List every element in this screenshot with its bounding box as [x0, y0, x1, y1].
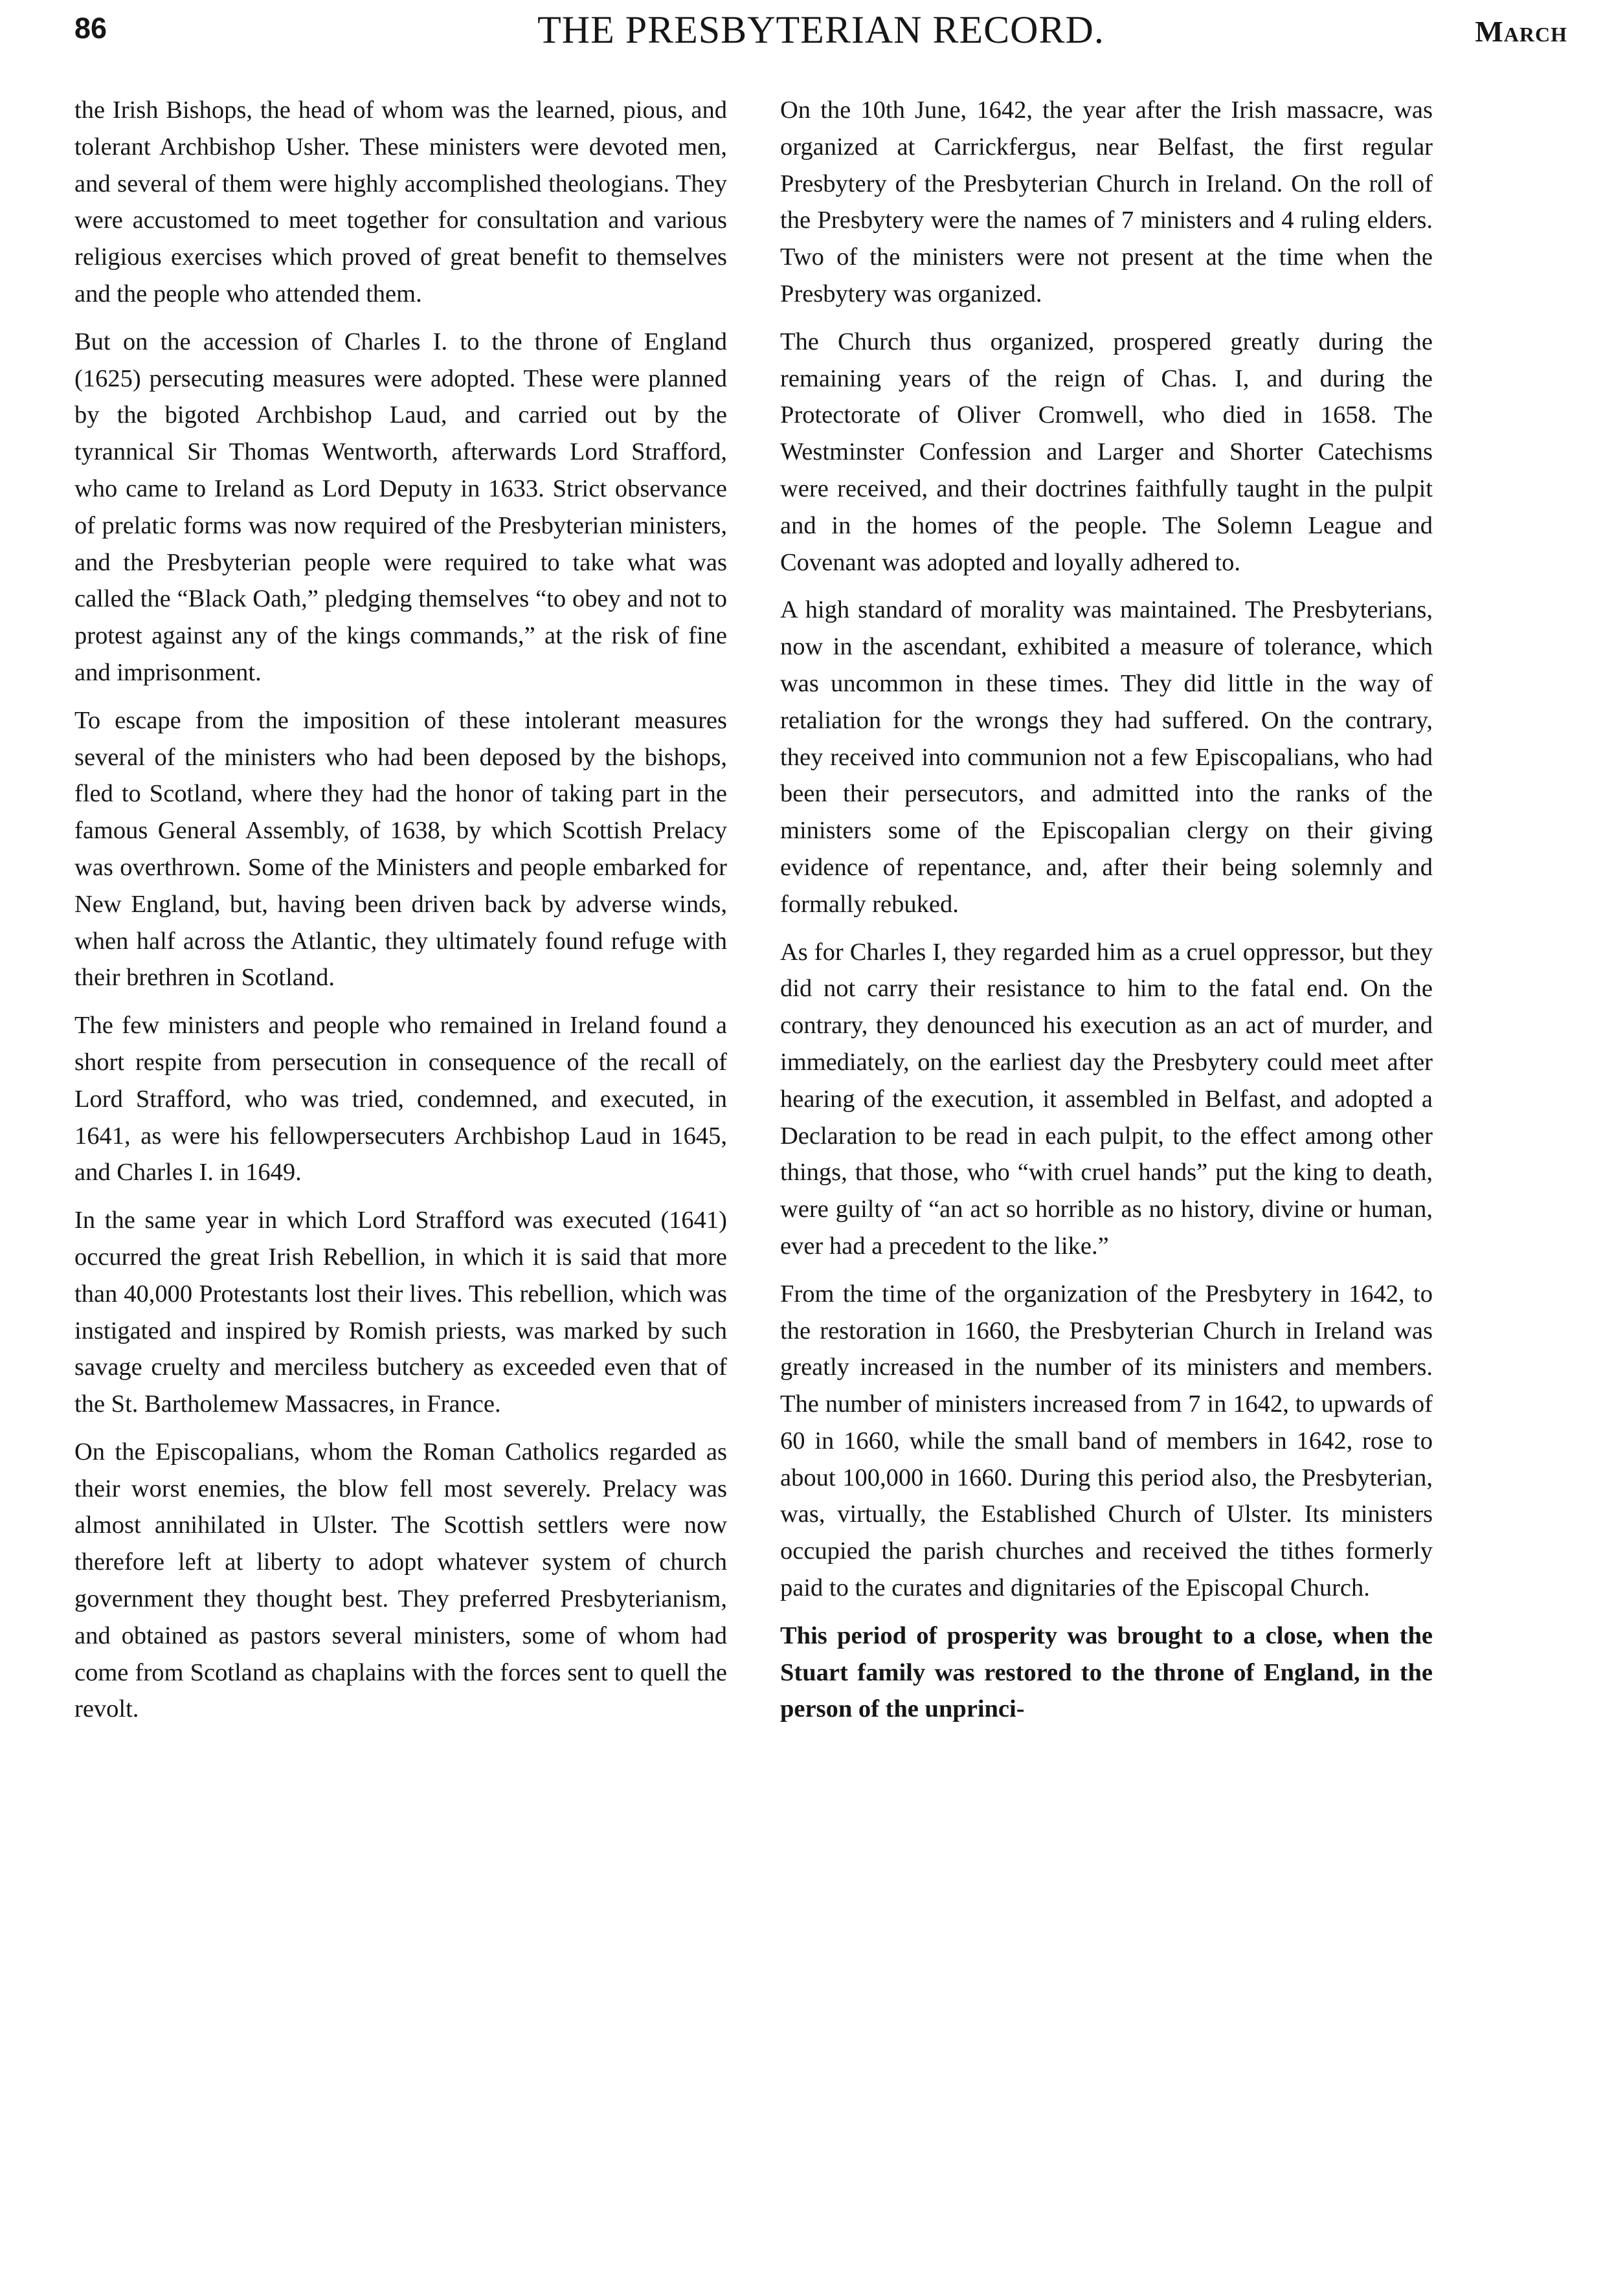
paragraph: To escape from the imposition of these intolerant measures several of the ministers who had been deposed by the bishops, fled to Scotland, where they had the honor of taking part in the famous General Assembly, of 1638, by which Scottish Prelacy was overthrown. Some of the Ministers and people embarked for New England, but, having been driven back by adverse winds, when half across the Atlantic, they ultimately found refuge with their brethren in Scotland.: [74, 706, 727, 992]
paragraph: A high standard of morality was maintained. The Presbyterians, now in the ascendant, exhibited a measure of tolerance, which was uncommon in these times. They did little in the way of retaliation for the wrongs they had suffered. On the contrary, they received into communion not a few Episcopalians, who had been their persecutors, and admitted into the ranks of the ministers some of the Episcopalian clergy on their giving evidence of repentance, and, after their being solemnly and formally rebuked.: [780, 596, 1433, 918]
paragraph: From the time of the organization of the Presbytery in 1642, to the restoration in 1660, the Presbyterian Church in Ireland was greatly increased in the number of its ministers and members. The number of ministers increased from 7 in 1642, to upwards of 60 in 1660, while the small band of members in 1642, rose to about 100,000 in 1660. During this period also, the Presbyterian, was, virtually, the Established Church of Ulster. Its ministers occupied the parish churches and received the tithes formerly paid to the curates and dignitaries of the Episcopal Church.: [780, 1280, 1433, 1602]
running-head: [74, 8, 1567, 63]
paragraph: The few ministers and people who remained in Ireland found a short respite from persecution in consequence of the recall of Lord Strafford, who was tried, condemned, and executed, in 1641, as were his fellowpersecuters Archbishop Laud in 1645, and Charles I. in 1649.: [74, 1012, 727, 1187]
journal-title: THE PRESBYTERIAN RECORD.: [537, 8, 1104, 51]
right-column: [780, 92, 1433, 1728]
paragraph: In the same year in which Lord Strafford was executed (1641) occurred the great Irish Rebellion, in which it is said that more than 40,000 Protestants lost their lives. This rebellion, which was instigated and inspired by Romish priests, was marked by such savage cruelty and merciless butchery as exceeded even that of the St. Bartholemew Massacres, in France.: [74, 1207, 727, 1418]
paragraph: On the Episcopalians, whom the Roman Catholics regarded as their worst enemies, the blow fell most severely. Prelacy was almost annihilated in Ulster. The Scottish settlers were now therefore left at liberty to adopt whatever system of church government they thought best. They preferred Presbyterianism, and obtained as pastors several ministers, some of whom had come from Scotland as chaplains with the forces sent to quell the revolt.: [74, 1438, 727, 1723]
paragraph: This period of prosperity was brought to a close, when the Stuart family was restored to the throne of England, in the person of the unprinci-: [780, 1622, 1433, 1723]
page-number: 86: [74, 12, 107, 45]
paragraph: the Irish Bishops, the head of whom was the learned, pious, and tolerant Archbishop Usher. These ministers were devoted men, and several of them were highly accomplished theologians. They were accustomed to meet together for consultation and various religious exercises which proved of great benefit to themselves and the people who attended them.: [74, 96, 727, 307]
left-column: [74, 92, 727, 1728]
paragraph: On the 10th June, 1642, the year after the Irish massacre, was organized at Carrickfergus, near Belfast, the first regular Presbytery of the Presbyterian Church in Ireland. On the roll of the Presbytery were the names of 7 ministers and 4 ruling elders. Two of the ministers were not present at the time when the Presbytery was organized.: [780, 96, 1433, 307]
paragraph: But on the accession of Charles I. to the throne of England (1625) persecuting measures were adopted. These were planned by the bigoted Archbishop Laud, and carried out by the tyrannical Sir Thomas Wentworth, afterwards Lord Strafford, who came to Ireland as Lord Deputy in 1633. Strict observance of prelatic forms was now required of the Presbyterian ministers, and the Presbyterian people were required to take what was called the “Black Oath,” pledging themselves “to obey and not to protest against any of the kings commands,” at the risk of fine and imprisonment.: [74, 328, 727, 686]
paragraph: As for Charles I, they regarded him as a cruel oppressor, but they did not carry their resistance to him to the fatal end. On the contrary, they denounced his execution as an act of murder, and immediately, on the earliest day the Presbytery could meet after hearing of the execution, it assembled in Belfast, and adopted a Declaration to be read in each pulpit, to the effect among other things, that those, who “with cruel hands” put the king to death, were guilty of “an act so horrible as no history, divine or human, ever had a precedent to the like.”: [780, 938, 1433, 1260]
paragraph: The Church thus organized, prospered greatly during the remaining years of the reign of Chas. I, and during the Protectorate of Oliver Cromwell, who died in 1658. The Westminster Confession and Larger and Shorter Catechisms were received, and their doctrines faithfully taught in the pulpit and in the homes of the people. The Solemn League and Covenant was adopted and loyally adhered to.: [780, 328, 1433, 576]
issue-month: March: [1475, 15, 1567, 48]
